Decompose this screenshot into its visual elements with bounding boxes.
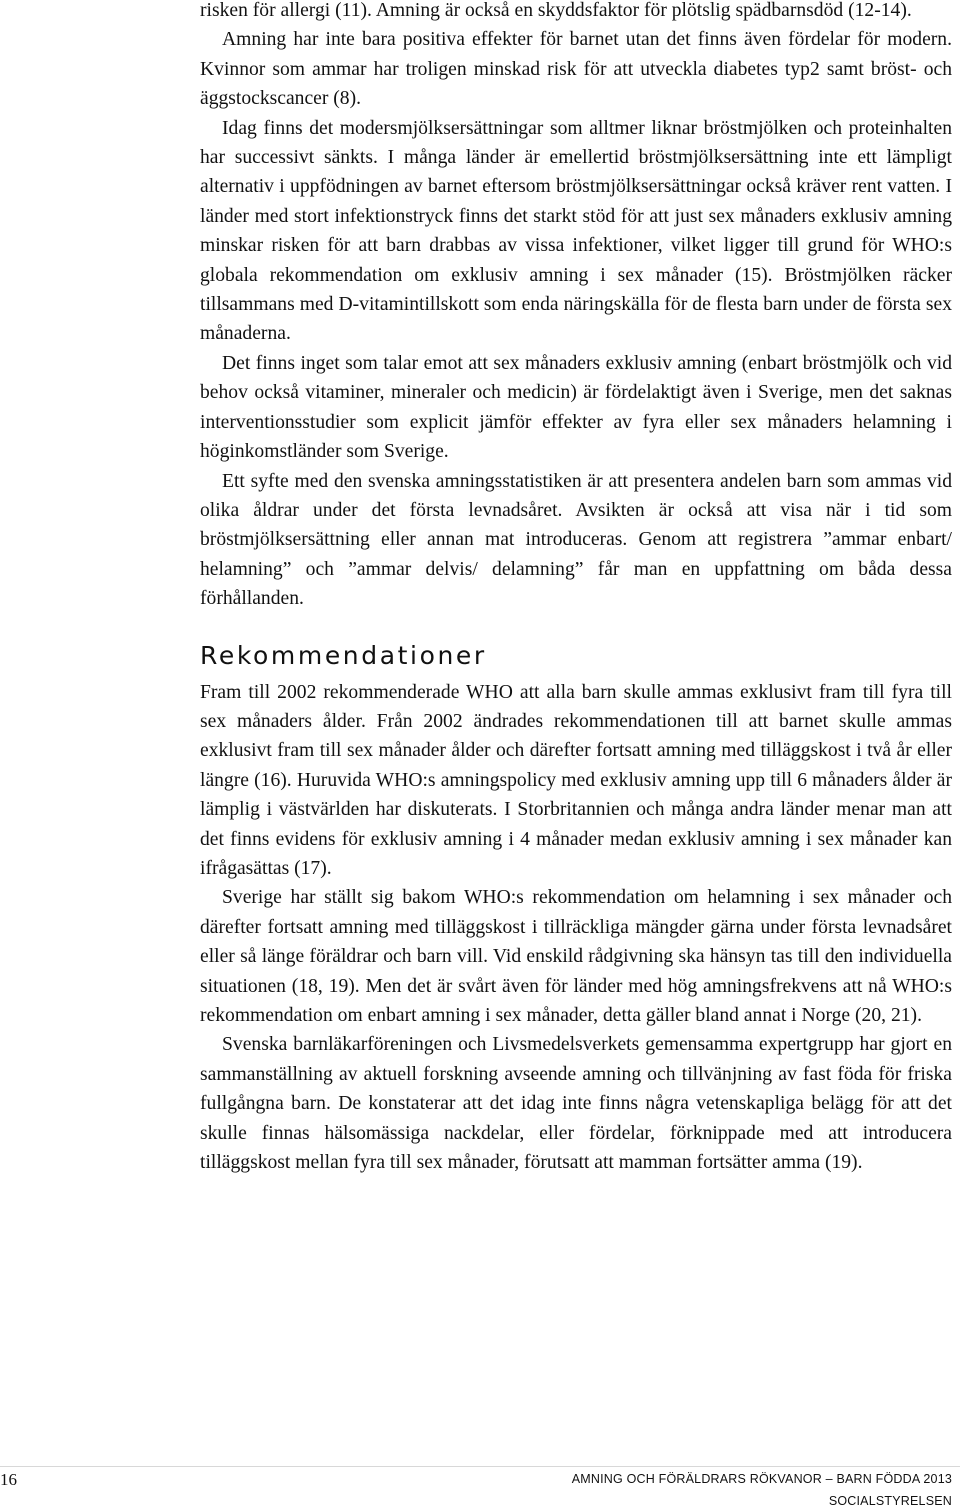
footer-report-title: AMNING OCH FÖRÄLDRARS RÖKVANOR – BARN FÖDDA 2013 bbox=[571, 1472, 952, 1486]
paragraph-statistics-purpose: Ett syfte med den svenska amningsstatistiken är att presentera andelen barn som ammas vid olika åldrar under det första levnadsåret. Avsikten är också att visa när i tid som bröstmjölksersättning eller annan mat introduceras. Genom att registrera ”ammar enbart/ helamning” och ”ammar delvis/ delamning” får man en uppfattning om båda dessa förhållanden. bbox=[200, 470, 952, 610]
section-heading-rekommendationer: Rekommendationer bbox=[200, 640, 487, 670]
paragraph-mother-benefits: Amning har inte bara positiva effekter för barnet utan det finns även fördelar för modern. Kvinnor som ammar har troligen minskad risk för att utveckla diabetes typ2 samt bröst- och äggstockscancer (8). bbox=[200, 29, 952, 110]
footer-publisher: SOCIALSTYRELSEN bbox=[828, 1494, 952, 1508]
footer-divider bbox=[0, 1466, 960, 1467]
paragraph-sweden: Det finns inget som talar emot att sex månaders exklusiv amning (enbart bröstmjölk och vid behov också vitaminer, mineraler och medicin) är fördelaktigt även i Sverige, men det saknas interventionsstudier som explicit jämför effekter av fyra eller sex månaders helamning i höginkomstländer som Sverige. bbox=[200, 352, 952, 463]
body-text bbox=[200, 0, 952, 1177]
paragraph-allergy: risken för allergi (11). Amning är också en skyddsfaktor för plötslig spädbarnsdöd (12-14). bbox=[200, 0, 912, 21]
paragraph-expert-group: Svenska barnläkarföreningen och Livsmedelsverkets gemensamma expertgrupp har gjort en sammanställning av aktuell forskning avseende amning och tillvänjning av fast föda för friska fullgångna barn. De konstaterar att det idag inte finns några vetenskapliga belägg för att det skulle finnas hälsomässiga nackdelar, eller fördelar, förknippade med att introducera tilläggskost mellan fyra till sex månader, förutsatt att mamman fortsätter amma (19). bbox=[200, 1034, 952, 1174]
paragraph-sweden-recommendation: Sverige har ställt sig bakom WHO:s rekommendation om helamning i sex månader och därefter fortsatt amning med tilläggskost i tillräckliga mängder gärna under första levnadsåret eller så länge föräldrar och barn vill. Vid enskild rådgivning ska hänsyn tas till den individuella situationen (18, 19). Men det är svårt även för länder med hög amningsfrekvens att nå WHO:s rekommendation om enbart amning i sex månader, detta gäller bland annat i Norge (20, 21). bbox=[200, 887, 952, 1026]
paragraph-formula: Idag finns det modersmjölksersättningar som alltmer liknar bröstmjölken och proteinhalten har successivt sänkts. I många länder är emellertid bröstmjölksersättning inte ett lämpligt alternativ i uppfödningen av barnet eftersom bröstmjölksersättningar också kräver rent vatten. I länder med stort infektionstryck finns det starkt stöd för att just sex månaders exklusiv amning minskar risken för att barn drabbas av vissa infektioner, vilket ligger till grund för WHO:s globala rekommendation om exklusiv amning i sex månader (15). Bröstmjölken räcker tillsammans med D-vitamintillskott som enda näringskälla för de flesta barn under de första sex månaderna. bbox=[200, 117, 952, 345]
footer-page-number: 16 bbox=[0, 1470, 17, 1489]
paragraph-who-history: Fram till 2002 rekommenderade WHO att alla barn skulle ammas exklusivt fram till fyra till sex månaders ålder. Från 2002 ändrades rekommendationen till att barnet skulle ammas exklusivt fram till sex månader ålder och därefter fortsatt amning med tilläggskost i två år eller längre (16). Huruvida WHO:s amningspolicy med exklusiv amning upp till 6 månaders ålder är lämplig i västvärlden har diskuterats. I Storbritannien och många andra länder menar man att det finns evidens för exklusiv amning i 4 månader medan exklusiv amning i sex månader kan ifrågasättas (17). bbox=[200, 681, 952, 879]
